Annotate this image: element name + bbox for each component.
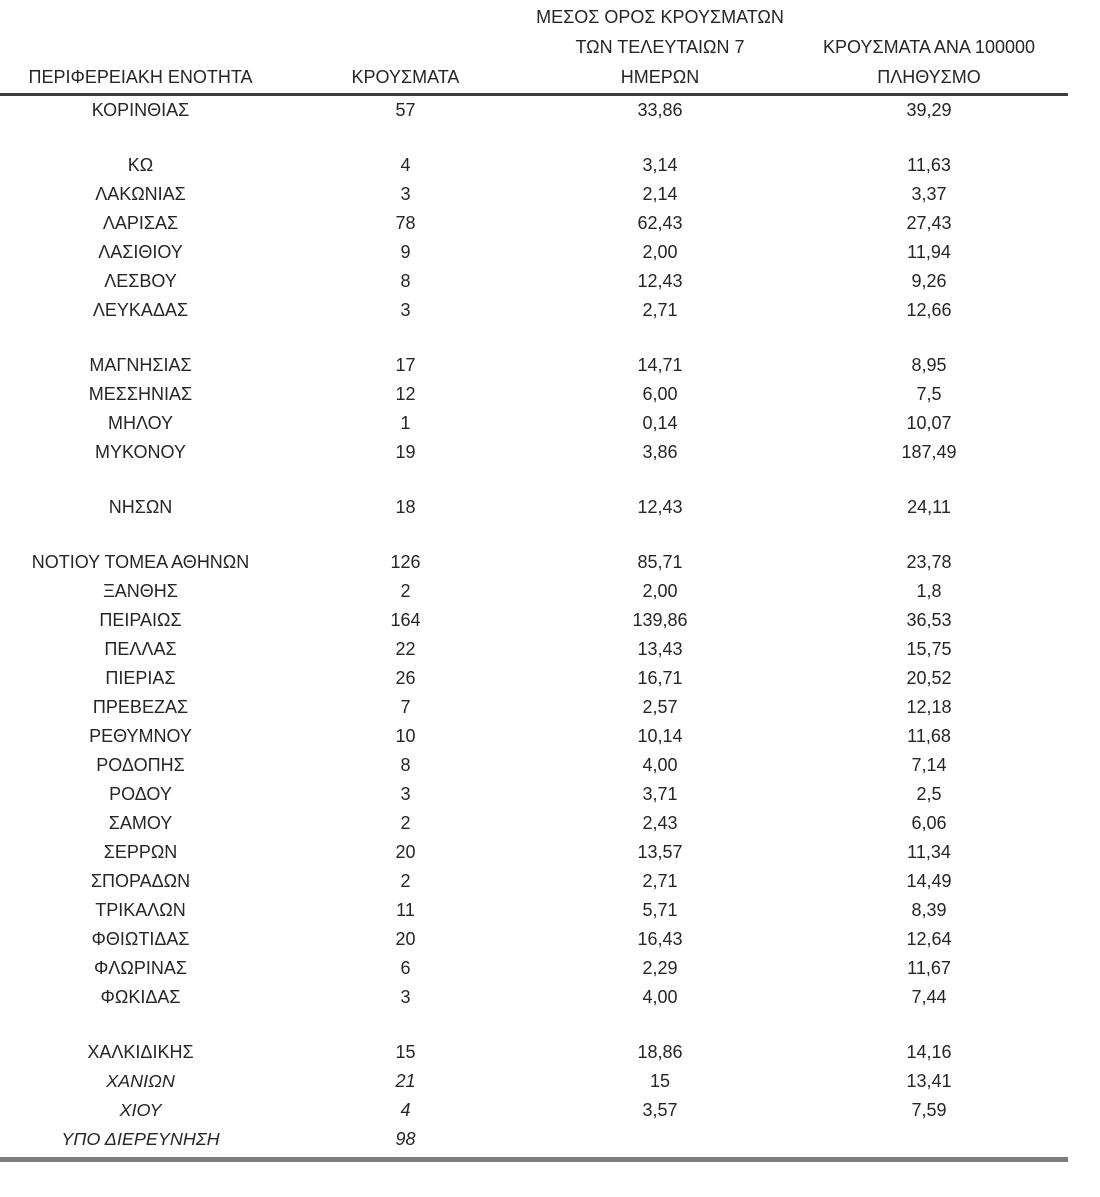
per100k-cell: 12,66 xyxy=(906,300,952,320)
table-row xyxy=(0,983,1068,1012)
table-row xyxy=(0,867,1068,896)
cases-cell: 20 xyxy=(395,842,416,862)
per100k-cell: 11,68 xyxy=(907,726,951,746)
per100k-cell: 24,11 xyxy=(907,497,951,517)
cases-cell: 3 xyxy=(400,784,411,804)
per100k-cell: 12,18 xyxy=(906,697,952,717)
table-row xyxy=(0,606,1068,635)
cases-cell: 3 xyxy=(400,300,411,320)
per100k-cell: 7,44 xyxy=(911,987,947,1007)
per100k-cell: 39,29 xyxy=(906,100,952,120)
cases-cell: 15 xyxy=(395,1042,416,1062)
table-row xyxy=(0,438,1068,467)
per100k-cell: 14,16 xyxy=(906,1042,952,1062)
table-row xyxy=(0,954,1068,983)
avg7-cell: 2,57 xyxy=(642,697,678,717)
avg7-cell: 33,86 xyxy=(637,100,683,120)
region-cell: ΠΕΙΡΑΙΩΣ xyxy=(99,610,182,630)
avg7-cell: 14,71 xyxy=(637,355,683,375)
table-row xyxy=(0,809,1068,838)
table-row xyxy=(0,296,1068,325)
region-cell: ΠΕΛΛΑΣ xyxy=(104,639,177,659)
cases-cell: 9 xyxy=(400,242,411,262)
table-row xyxy=(0,96,1068,125)
avg7-cell: 10,14 xyxy=(637,726,683,746)
table-row xyxy=(0,548,1068,577)
avg7-cell: 2,29 xyxy=(642,958,678,978)
region-cell: ΠΡΕΒΕΖΑΣ xyxy=(92,697,189,717)
cases-cell: 98 xyxy=(395,1129,416,1149)
cases-cell: 19 xyxy=(395,442,416,462)
avg7-cell: 0,14 xyxy=(642,413,678,433)
cases-cell: 126 xyxy=(390,552,421,572)
avg7-cell: 2,71 xyxy=(642,871,678,891)
section-spacer xyxy=(0,125,1068,151)
cases-cell: 26 xyxy=(395,668,416,688)
header-cases xyxy=(281,62,530,92)
table-row xyxy=(0,1125,1068,1154)
header-avg7 xyxy=(530,2,790,92)
cases-cell: 20 xyxy=(395,929,416,949)
header-per100k xyxy=(790,32,1068,92)
per100k-cell: 14,49 xyxy=(906,871,952,891)
cases-cell: 57 xyxy=(395,100,416,120)
cases-cell: 3 xyxy=(400,184,411,204)
per100k-cell: 23,78 xyxy=(906,552,952,572)
avg7-cell: 13,43 xyxy=(637,639,683,659)
per100k-cell: 10,07 xyxy=(906,413,952,433)
avg7-cell: 12,43 xyxy=(637,497,683,517)
avg7-cell: 2,71 xyxy=(642,300,678,320)
per100k-cell: 8,39 xyxy=(911,900,947,920)
region-cell: ΦΩΚΙΔΑΣ xyxy=(100,987,181,1007)
avg7-cell: 6,00 xyxy=(642,384,678,404)
per100k-cell: 20,52 xyxy=(906,668,952,688)
table-row xyxy=(0,409,1068,438)
header-per100k-line1: ΚΡΟΥΣΜΑΤΑ ΑΝΑ 100000 xyxy=(823,37,1035,57)
cases-cell: 164 xyxy=(390,610,421,630)
cases-cell: 7 xyxy=(400,697,411,717)
table-row xyxy=(0,838,1068,867)
avg7-cell: 139,86 xyxy=(632,610,688,630)
per100k-cell: 13,41 xyxy=(906,1071,952,1091)
table-row xyxy=(0,493,1068,522)
table-row xyxy=(0,780,1068,809)
per100k-cell: 11,63 xyxy=(907,155,951,175)
cases-cell: 4 xyxy=(400,155,411,175)
cases-table xyxy=(0,2,1068,1162)
region-cell: ΣΠΟΡΑΔΩΝ xyxy=(90,871,191,891)
per100k-cell: 9,26 xyxy=(911,271,947,291)
region-cell: ΧΑΝΙΩΝ xyxy=(106,1071,175,1091)
cases-cell: 2 xyxy=(400,813,411,833)
region-cell: ΛΑΣΙΘΙΟΥ xyxy=(98,242,183,262)
cases-cell: 21 xyxy=(395,1071,416,1091)
avg7-cell: 5,71 xyxy=(642,900,678,920)
header-avg7-line1: ΜΕΣΟΣ ΟΡΟΣ ΚΡΟΥΣΜΑΤΩΝ xyxy=(536,7,784,27)
table-row xyxy=(0,1067,1068,1096)
cases-cell: 11 xyxy=(396,900,415,920)
table-row xyxy=(0,151,1068,180)
avg7-cell: 85,71 xyxy=(637,552,683,572)
avg7-cell: 16,43 xyxy=(637,929,683,949)
table-row xyxy=(0,896,1068,925)
table-row xyxy=(0,1038,1068,1067)
per100k-cell: 11,67 xyxy=(907,958,951,978)
table-row xyxy=(0,1096,1068,1125)
cases-cell: 1 xyxy=(400,413,411,433)
avg7-cell: 2,00 xyxy=(642,581,678,601)
region-cell: ΡΟΔΟΥ xyxy=(109,784,172,804)
header-region-label: ΠΕΡΙΦΕΡΕΙΑΚΗ ΕΝΟΤΗΤΑ xyxy=(28,67,253,87)
region-cell: ΞΑΝΘΗΣ xyxy=(103,581,178,601)
table-row xyxy=(0,925,1068,954)
table-row xyxy=(0,664,1068,693)
cases-cell: 78 xyxy=(395,213,416,233)
header-per100k-line2: ΠΛΗΘΥΣΜΟ xyxy=(877,67,981,87)
region-cell: ΜΗΛΟΥ xyxy=(107,413,174,433)
region-cell: ΣΑΜΟΥ xyxy=(108,813,173,833)
region-cell: ΜΑΓΝΗΣΙΑΣ xyxy=(89,355,192,375)
cases-cell: 10 xyxy=(395,726,416,746)
per100k-cell: 7,14 xyxy=(911,755,947,775)
avg7-cell: 13,57 xyxy=(637,842,683,862)
cases-cell: 22 xyxy=(395,639,416,659)
table-row xyxy=(0,693,1068,722)
per100k-cell: 7,5 xyxy=(916,384,942,404)
region-cell: ΦΛΩΡΙΝΑΣ xyxy=(94,958,187,978)
cases-cell: 6 xyxy=(400,958,411,978)
region-cell: ΦΘΙΩΤΙΔΑΣ xyxy=(91,929,190,949)
cases-cell: 3 xyxy=(400,987,411,1007)
region-cell: ΣΕΡΡΩΝ xyxy=(103,842,178,862)
table-bottom-rule xyxy=(0,1157,1068,1162)
per100k-cell: 187,49 xyxy=(901,442,957,462)
table-row xyxy=(0,351,1068,380)
region-cell: ΡΟΔΟΠΗΣ xyxy=(96,755,185,775)
region-cell: ΧΑΛΚΙΔΙΚΗΣ xyxy=(87,1042,194,1062)
table-row xyxy=(0,180,1068,209)
section-spacer xyxy=(0,467,1068,493)
table-header-row xyxy=(0,2,1068,96)
region-cell: ΚΩ xyxy=(127,155,154,175)
region-cell: ΧΙΟΥ xyxy=(119,1100,162,1120)
region-cell: ΛΕΣΒΟΥ xyxy=(104,271,177,291)
region-cell: ΛΕΥΚΑΔΑΣ xyxy=(92,300,189,320)
cases-cell: 8 xyxy=(400,755,411,775)
header-region xyxy=(0,62,281,92)
table-row xyxy=(0,267,1068,296)
table-body xyxy=(0,96,1068,1154)
avg7-cell: 2,43 xyxy=(642,813,678,833)
region-cell: ΥΠΟ ΔΙΕΡΕΥΝΗΣΗ xyxy=(61,1129,220,1149)
table-row xyxy=(0,209,1068,238)
table-row xyxy=(0,577,1068,606)
region-cell: ΡΕΘΥΜΝΟΥ xyxy=(89,726,192,746)
avg7-cell: 12,43 xyxy=(637,271,683,291)
per100k-cell: 7,59 xyxy=(911,1100,947,1120)
per100k-cell: 15,75 xyxy=(906,639,952,659)
per100k-cell: 11,94 xyxy=(907,242,951,262)
cases-cell: 12 xyxy=(395,384,416,404)
table-row xyxy=(0,722,1068,751)
avg7-cell: 16,71 xyxy=(637,668,683,688)
region-cell: ΝΟΤΙΟΥ ΤΟΜΕΑ ΑΘΗΝΩΝ xyxy=(31,552,250,572)
table-row xyxy=(0,635,1068,664)
avg7-cell: 15 xyxy=(649,1071,671,1091)
cases-cell: 2 xyxy=(400,871,411,891)
section-spacer xyxy=(0,325,1068,351)
per100k-cell: 27,43 xyxy=(906,213,952,233)
header-cases-label: ΚΡΟΥΣΜΑΤΑ xyxy=(351,67,460,87)
per100k-cell: 6,06 xyxy=(911,813,947,833)
table-row xyxy=(0,751,1068,780)
avg7-cell: 18,86 xyxy=(637,1042,683,1062)
region-cell: ΝΗΣΩΝ xyxy=(108,497,173,517)
cases-cell: 18 xyxy=(395,497,416,517)
per100k-cell: 2,5 xyxy=(916,784,942,804)
cases-cell: 4 xyxy=(400,1100,411,1120)
cases-cell: 2 xyxy=(400,581,411,601)
avg7-cell: 3,14 xyxy=(642,155,678,175)
cases-cell: 8 xyxy=(400,271,411,291)
avg7-cell: 4,00 xyxy=(642,755,678,775)
per100k-cell: 11,34 xyxy=(907,842,951,862)
table-row xyxy=(0,380,1068,409)
region-cell: ΚΟΡΙΝΘΙΑΣ xyxy=(91,100,190,120)
region-cell: ΤΡΙΚΑΛΩΝ xyxy=(95,900,186,920)
region-cell: ΛΑΚΩΝΙΑΣ xyxy=(95,184,186,204)
table-row xyxy=(0,238,1068,267)
section-spacer xyxy=(0,522,1068,548)
header-avg7-line3: ΗΜΕΡΩΝ xyxy=(620,67,700,87)
cases-cell: 17 xyxy=(395,355,416,375)
section-spacer xyxy=(0,1012,1068,1038)
region-cell: ΜΥΚΟΝΟΥ xyxy=(95,442,186,462)
per100k-cell: 3,37 xyxy=(911,184,947,204)
region-cell: ΠΙΕΡΙΑΣ xyxy=(105,668,176,688)
avg7-cell: 62,43 xyxy=(637,213,683,233)
per100k-cell: 36,53 xyxy=(906,610,952,630)
per100k-cell: 12,64 xyxy=(906,929,952,949)
avg7-cell: 3,57 xyxy=(642,1100,678,1120)
per100k-cell: 1,8 xyxy=(916,581,942,601)
avg7-cell: 2,00 xyxy=(642,242,678,262)
avg7-cell: 3,86 xyxy=(642,442,678,462)
avg7-cell: 4,00 xyxy=(642,987,678,1007)
header-avg7-line2: ΤΩΝ ΤΕΛΕΥΤΑΙΩΝ 7 xyxy=(575,37,745,57)
region-cell: ΜΕΣΣΗΝΙΑΣ xyxy=(88,384,193,404)
per100k-cell: 8,95 xyxy=(911,355,947,375)
avg7-cell: 2,14 xyxy=(642,184,678,204)
avg7-cell: 3,71 xyxy=(642,784,678,804)
region-cell: ΛΑΡΙΣΑΣ xyxy=(102,213,179,233)
